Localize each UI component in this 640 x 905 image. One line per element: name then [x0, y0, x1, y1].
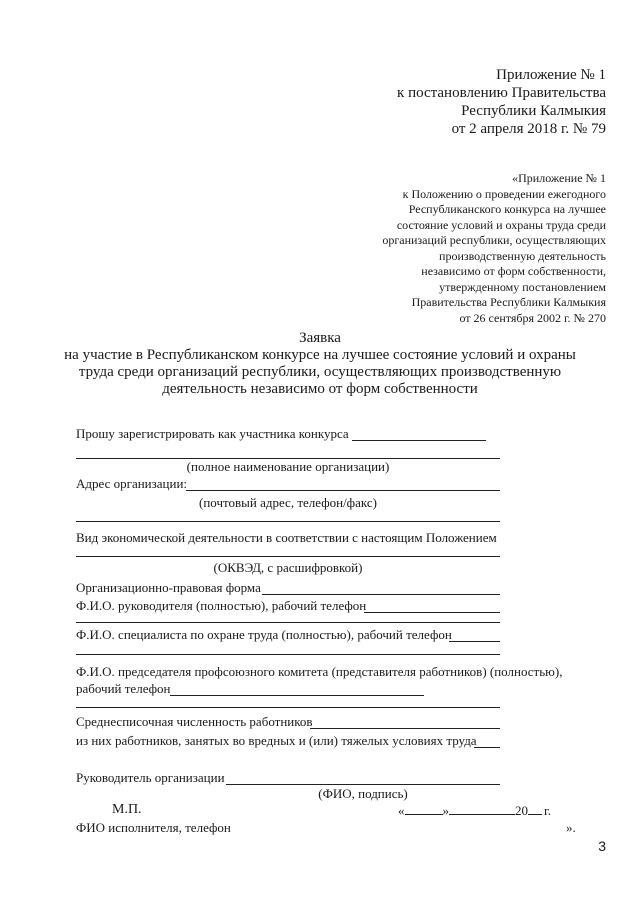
fio-sign-hint: (ФИО, подпись)	[318, 786, 408, 801]
regulation-line: производственную деятельность	[439, 248, 606, 263]
director-field-line[interactable]	[226, 784, 500, 785]
headcount-field-line[interactable]	[310, 728, 500, 729]
date-month-line[interactable]	[449, 802, 515, 815]
legal-form-label: Организационно-правовая форма	[76, 580, 261, 595]
legal-form-field-line[interactable]	[262, 594, 500, 595]
appendix-line: от 2 апреля 2018 г. № 79	[451, 121, 606, 137]
regulation-line: Правительства Республики Калмыкия	[411, 295, 606, 309]
head-extra-line[interactable]	[76, 622, 500, 623]
closing-quote: ».	[566, 820, 576, 835]
date-close-quote: »	[442, 803, 449, 818]
appendix-line: Приложение № 1	[496, 67, 606, 83]
address-hint: (почтовый адрес, телефон/факс)	[199, 495, 377, 510]
date-day-line[interactable]	[405, 802, 443, 815]
regulation-line: утвержденному постановлением	[439, 279, 606, 294]
executor-label: ФИО исполнителя, телефон	[76, 820, 231, 835]
date-suffix: г.	[544, 803, 552, 818]
title-line: Заявка	[299, 330, 341, 346]
date-year-prefix: 20	[515, 803, 528, 818]
address-label: Адрес организации:	[76, 476, 188, 491]
safety-field-line[interactable]	[449, 641, 500, 642]
activity-label: Вид экономической деятельности в соответствии с настоящим Положением	[76, 530, 497, 545]
regulation-line: организаций республики, осуществляющих	[382, 233, 606, 247]
okved-hint: (ОКВЭД, с расшифровкой)	[213, 560, 363, 575]
union-extra-line[interactable]	[76, 707, 500, 708]
register-label: Прошу зарегистрировать как участника конкурса	[76, 426, 349, 441]
full-name-hint: (полное наименование организации)	[186, 459, 390, 474]
regulation-line: «Приложение № 1	[512, 171, 606, 185]
director-label: Руководитель организации	[76, 770, 225, 785]
safety-specialist-label: Ф.И.О. специалиста по охране труда (полностью), рабочий телефон	[76, 627, 452, 642]
address-field-line[interactable]	[186, 490, 500, 491]
regulation-appendix-header	[382, 171, 606, 326]
date-open-quote: «	[398, 803, 405, 818]
regulation-line: состояние условий и охраны труда среди	[396, 217, 606, 232]
appendix-line: к постановлению Правительства	[397, 85, 606, 101]
head-field-line[interactable]	[364, 612, 500, 613]
register-field-line[interactable]	[352, 440, 486, 441]
union-phone-label: рабочий телефон	[76, 681, 171, 696]
safety-extra-line[interactable]	[76, 654, 500, 655]
hazard-field-line[interactable]	[474, 747, 500, 748]
headcount-label: Среднесписочная численность работников	[76, 714, 313, 729]
appendix-header	[397, 66, 606, 138]
page-number: 3	[598, 838, 606, 854]
regulation-line: Республиканского конкурса на лучшее	[408, 202, 606, 216]
document-title	[40, 330, 600, 398]
union-phone-field-line[interactable]	[170, 695, 424, 696]
union-label: Ф.И.О. председателя профсоюзного комитета (представителя работников) (полностью),	[76, 664, 563, 679]
title-line: деятельность независимо от форм собственности	[162, 381, 478, 397]
stamp-label: М.П.	[112, 802, 142, 817]
title-line: труда среди организаций республики, осуществляющих производственную	[78, 364, 562, 380]
title-line: на участие в Республиканском конкурсе на лучшее состояние условий и охраны	[64, 347, 576, 363]
regulation-line: к Положению о проведении ежегодного	[402, 186, 606, 201]
date-year-line[interactable]	[528, 802, 542, 815]
hazard-workers-label: из них работников, занятых во вредных и (или) тяжелых условиях труда	[76, 733, 477, 748]
date-field	[398, 802, 551, 819]
regulation-line: от 26 сентября 2002 г. № 270	[459, 310, 606, 325]
address-extra-line[interactable]	[76, 521, 500, 522]
regulation-line: независимо от форм собственности,	[421, 264, 606, 278]
activity-field-line[interactable]	[76, 556, 500, 557]
appendix-line: Республики Калмыкия	[461, 103, 606, 119]
head-label: Ф.И.О. руководителя (полностью), рабочий телефон	[76, 598, 367, 613]
